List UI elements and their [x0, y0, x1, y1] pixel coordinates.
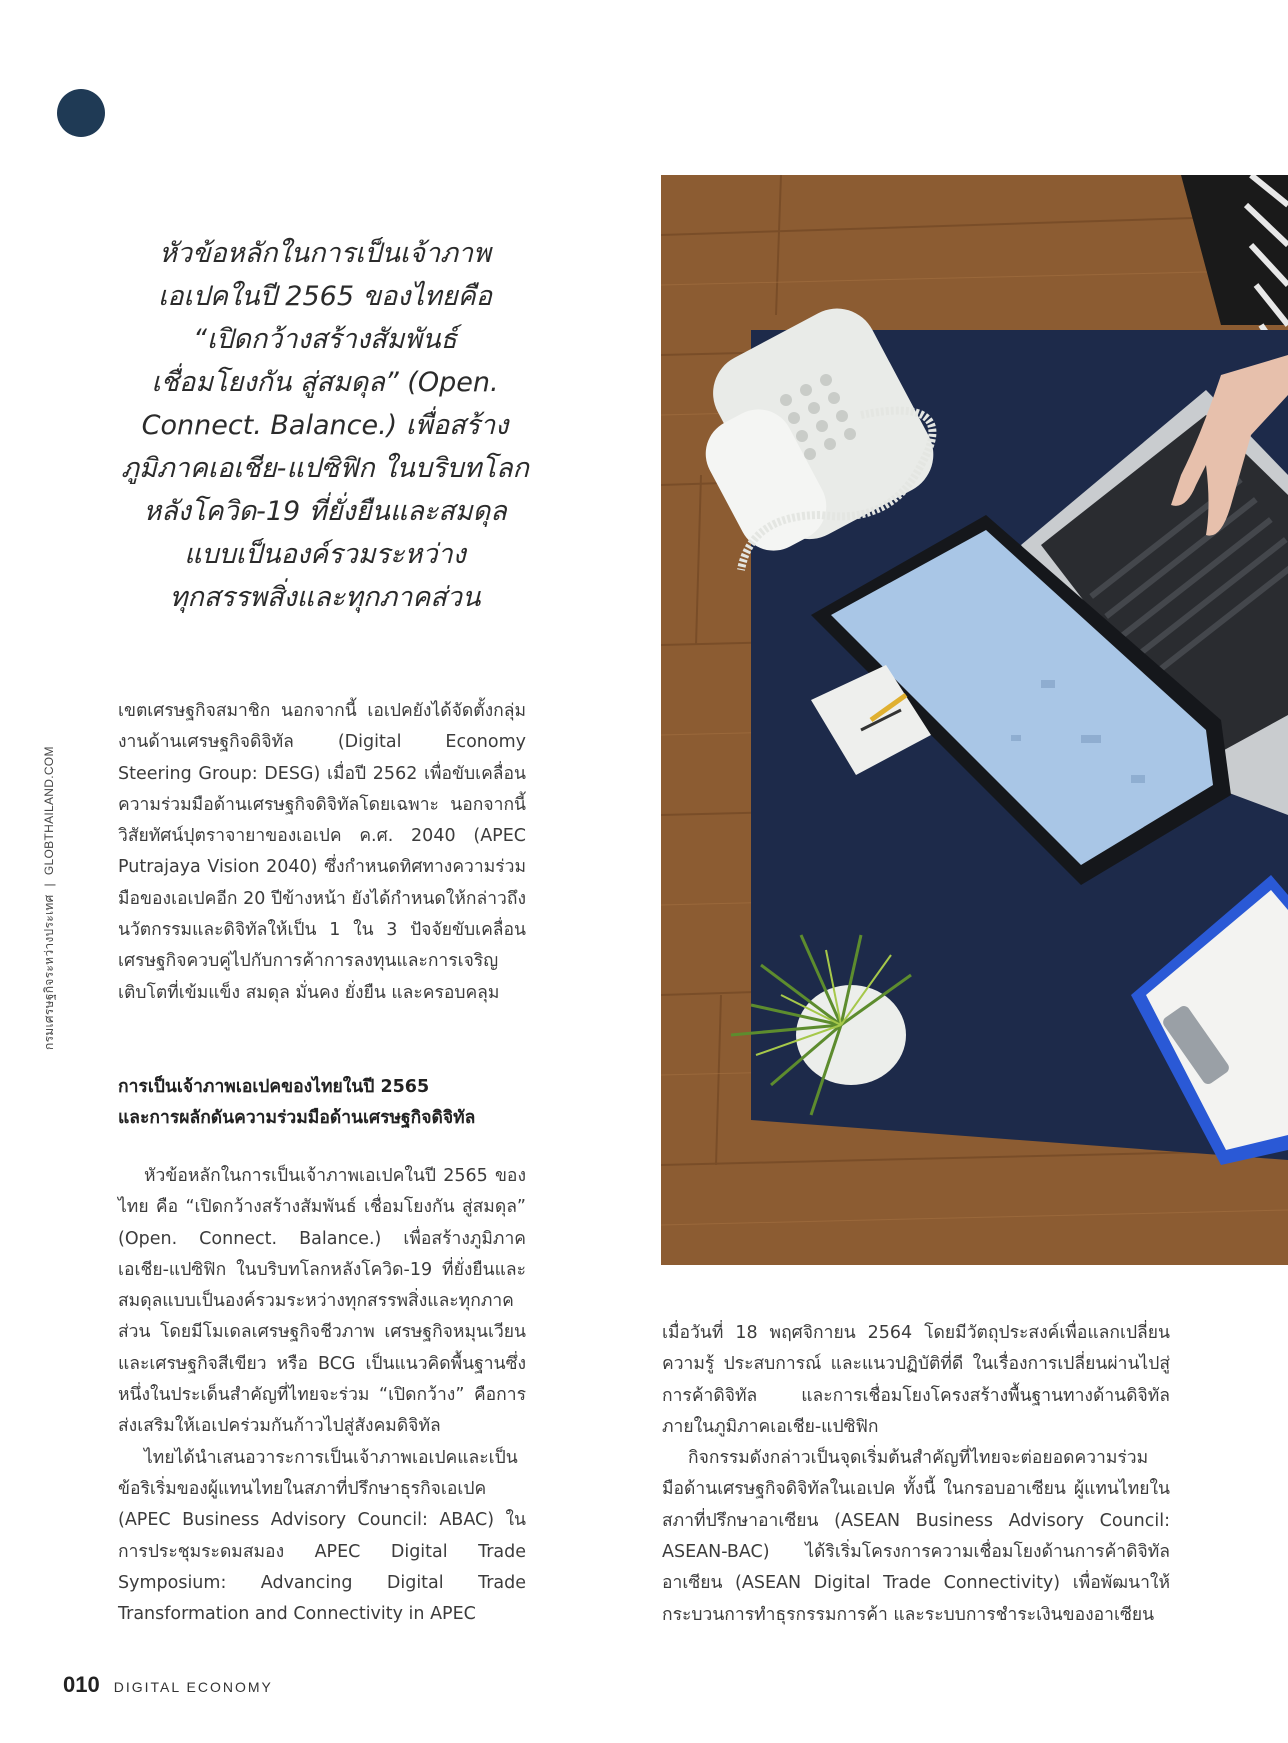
- side-credit-site: GLOBTHAILAND.COM: [42, 746, 56, 876]
- pull-quote: [115, 232, 535, 619]
- pull-quote-line: Connect. Balance.) เพื่อสร้าง: [141, 410, 509, 441]
- section-heading: [118, 1072, 538, 1134]
- body-column-right: [662, 1318, 1170, 1631]
- section-heading-line: การเป็นเจ้าภาพเอเปคของไทยในปี 2565: [118, 1077, 430, 1097]
- pull-quote-line: เอเปคในปี 2565 ของไทยคือ: [158, 281, 492, 312]
- desk-photo: [661, 175, 1288, 1265]
- pull-quote-line: หัวข้อหลักในการเป็นเจ้าภาพ: [159, 238, 491, 269]
- pull-quote-line: เชื่อมโยงกัน สู่สมดุล” (Open.: [151, 367, 499, 398]
- body-paragraph: กิจกรรมดังกล่าวเป็นจุดเริ่มต้นสำคัญที่ไทยจะต่อยอดความร่วมมือด้านเศรษฐกิจดิจิทัลในเอเปค ทั้งนี้ ในกรอบอาเซียน ผู้แทนไทยในสภาที่ปรึกษาอาเซียน (ASEAN Business Advisory Council: ASEAN-BAC) ได้ริเริ่มโครงการความเชื่อมโยงด้านการค้าดิจิทัลอาเซียน (ASEAN Digital Trade Connectivity) เพื่อพัฒนาให้กระบวนการทำธุรกรรมการค้า และระบบการชำระเงินของอาเซียน: [662, 1448, 1170, 1625]
- desk-photo-illustration: [661, 175, 1288, 1265]
- side-credit-org: กรมเศรษฐกิจระหว่างประเทศ: [42, 894, 56, 1050]
- body-paragraph: หัวข้อหลักในการเป็นเจ้าภาพเอเปคในปี 2565 ของไทย คือ “เปิดกว้างสร้างสัมพันธ์ เชื่อมโยงกัน สู่สมดุล” (Open. Connect. Balance.) เพื่อสร้างภูมิภาคเอเชีย-แปซิฟิก ในบริบทโลกหลังโควิด-19 ที่ยั่งยืนและสมดุลแบบเป็นองค์รวมระหว่างทุกสรรพสิ่งและทุกภาคส่วน โดยมีโมเดลเศรษฐกิจชีวภาพ เศรษฐกิจหมุนเวียน และเศรษฐกิจสีเขียว หรือ BCG เป็นแนวคิดพื้นฐานซึ่งหนึ่งในประเด็นสำคัญที่ไทยจะร่วม “เปิดกว้าง” คือการส่งเสริมให้เอเปคร่วมกันก้าวไปสู่สังคมดิจิทัล: [118, 1166, 526, 1437]
- pull-quote-line: แบบเป็นองค์รวมระหว่าง: [184, 539, 466, 570]
- side-credit: [40, 746, 59, 1050]
- section-heading-line: และการผลักดันความร่วมมือด้านเศรษฐกิจดิจิทัล: [118, 1108, 476, 1128]
- body-paragraph: เขตเศรษฐกิจสมาชิก นอกจากนี้ เอเปคยังได้จัดตั้งกลุ่มงานด้านเศรษฐกิจดิจิทัล (Digital Economy Steering Group: DESG) เมื่อปี 2562 เพื่อขับเคลื่อนความร่วมมือด้านเศรษฐกิจดิจิทัลโดยเฉพาะ นอกจากนี้ วิสัยทัศน์ปุตราจายาของเอเปค ค.ศ. 2040 (APEC Putrajaya Vision 2040) ซึ่งกำหนดทิศทางความร่วมมือของเอเปคอีก 20 ปีข้างหน้า ยังได้กำหนดให้กล่าวถึงนวัตกรรมและดิจิทัลให้เป็น 1 ใน 3 ปัจจัยขับเคลื่อนเศรษฐกิจควบคู่ไปกับการค้าการลงทุนและการเจริญเติบโตที่เข้มแข็ง สมดุล มั่นคง ยั่งยืน และครอบคลุม: [118, 701, 526, 1003]
- section-name: DIGITAL ECONOMY: [113, 1679, 273, 1695]
- pull-quote-line: ทุกสรรพสิ่งและทุกภาคส่วน: [169, 582, 481, 613]
- body-paragraph: เมื่อวันที่ 18 พฤศจิกายน 2564 โดยมีวัตถุประสงค์เพื่อแลกเปลี่ยนความรู้ ประสบการณ์ และแนวปฏิบัติที่ดี ในเรื่องการเปลี่ยนผ่านไปสู่การค้าดิจิทัล และการเชื่อมโยงโครงสร้างพื้นฐานทางด้านดิจิทัลภายในภูมิภาคเอเชีย-แปซิฟิก: [662, 1323, 1170, 1437]
- pull-quote-line: ภูมิภาคเอเชีย-แปซิฟิก ในบริบทโลก: [121, 453, 529, 484]
- pull-quote-line: “เปิดกว้างสร้างสัมพันธ์: [192, 324, 458, 355]
- body-paragraph: ไทยได้นำเสนอวาระการเป็นเจ้าภาพเอเปคและเป็นข้อริเริ่มของผู้แทนไทยในสภาที่ปรึกษาธุรกิจเอเปค (APEC Business Advisory Council: ABAC) ในการประชุมระดมสมอง APEC Digital Trade Symposium: Advancing Digital Trade Transformation and Connectivity in APEC: [118, 1447, 526, 1625]
- accent-dot: [57, 89, 105, 137]
- pull-quote-line: หลังโควิด-19 ที่ยั่งยืนและสมดุล: [143, 496, 507, 527]
- side-credit-separator: |: [42, 883, 56, 887]
- body-column-left-top: [118, 696, 526, 1009]
- body-column-left-bottom: [118, 1161, 526, 1630]
- page-footer: [63, 1672, 273, 1698]
- page-number: 010: [63, 1672, 100, 1697]
